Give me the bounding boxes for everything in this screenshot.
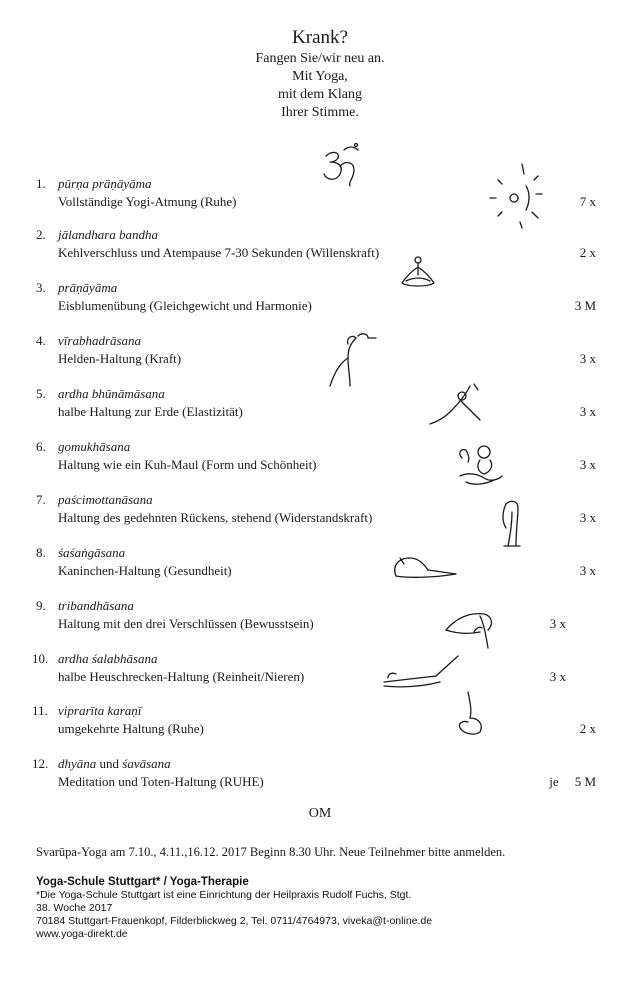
repetition-count xyxy=(549,773,596,791)
warrior-pose-icon xyxy=(318,330,378,390)
item-number: 9. xyxy=(36,598,46,613)
sanskrit-name: ardha śalabhāsana xyxy=(58,651,158,666)
german-description: umgekehrte Haltung (Ruhe) xyxy=(58,721,204,736)
item-number: 2. xyxy=(36,227,46,242)
german-description: halbe Haltung zur Erde (Elastizität) xyxy=(58,404,243,419)
repetition-count: 7 x xyxy=(579,194,596,209)
german-description: Kehlverschluss und Atempause 7-30 Sekunden (Willenskraft) xyxy=(58,245,380,260)
german-description: Meditation und Toten-Haltung (RUHE) xyxy=(58,774,264,789)
three-locks-pose-icon xyxy=(440,606,496,652)
sanskrit-name: ardha bhūnāmāsana xyxy=(58,386,165,401)
repetition-count: 2 x xyxy=(579,721,596,736)
seated-meditation-icon xyxy=(396,255,440,291)
cow-face-pose-icon xyxy=(454,440,506,488)
repetition-prefix: je xyxy=(549,774,559,789)
sanskrit-name: gomukhāsana xyxy=(58,439,131,454)
forward-bend-icon xyxy=(494,498,530,550)
school-name: Yoga-Schule Stuttgart* / Yoga-Therapie xyxy=(36,876,249,888)
sanskrit-name-part-2: śavāsana xyxy=(122,756,171,771)
german-description: Helden-Haltung (Kraft) xyxy=(58,351,182,366)
sanskrit-name-part-1: dhyāna xyxy=(58,756,97,771)
subtitle-line-3: mit dem Klang xyxy=(278,87,362,102)
subtitle-line-1: Fangen Sie/wir neu an. xyxy=(255,51,385,66)
german-description: Eisblumenübung (Gleichgewicht und Harmonie) xyxy=(58,298,312,313)
item-number: 8. xyxy=(36,545,46,560)
item-number: 3. xyxy=(36,280,46,295)
sanskrit-name: tribandhāsana xyxy=(58,598,134,613)
page-title: Krank? xyxy=(292,27,348,48)
repetition-count: 3 x xyxy=(549,669,566,684)
om-symbol-icon xyxy=(318,142,374,188)
german-description: Kaninchen-Haltung (Gesundheit) xyxy=(58,563,232,578)
rabbit-pose-icon xyxy=(388,554,462,584)
sanskrit-name: jālandhara bandha xyxy=(58,227,159,242)
item-number: 7. xyxy=(36,492,46,507)
item-number: 1. xyxy=(36,176,46,191)
german-description: Vollständige Yogi-Atmung (Ruhe) xyxy=(58,194,237,209)
subtitle-line-2: Mit Yoga, xyxy=(292,69,348,84)
sanskrit-name: śaśaṅgāsana xyxy=(58,545,126,560)
repetition-count: 3 x xyxy=(549,616,566,631)
header xyxy=(0,26,640,122)
half-locust-pose-icon xyxy=(380,650,462,692)
item-number: 4. xyxy=(36,333,46,348)
repetition-count: 3 x xyxy=(579,404,596,419)
german-description: Haltung wie ein Kuh-Maul (Form und Schönheit) xyxy=(58,457,317,472)
week-label: 38. Woche 2017 xyxy=(36,902,113,914)
german-description: halbe Heuschrecken-Haltung (Reinheit/Nieren) xyxy=(58,669,305,684)
half-earth-pose-icon xyxy=(426,380,486,426)
item-number: 10. xyxy=(32,651,49,666)
sanskrit-name: pūrṇa prāṇāyāma xyxy=(58,176,152,191)
address-line: 70184 Stuttgart-Frauenkopf, Filderblickweg 2, Tel. 0711/4764973, viveka@t-online.de xyxy=(36,915,433,927)
sanskrit-name: vīrabhadrāsana xyxy=(58,333,142,348)
item-number: 6. xyxy=(36,439,46,454)
footer xyxy=(36,875,432,941)
school-note: *Die Yoga-Schule Stuttgart ist eine Einrichtung der Heilpraxis Rudolf Fuchs, Stgt. xyxy=(36,889,412,901)
sanskrit-joiner: und xyxy=(96,756,123,771)
sanskrit-name: prāṇāyāma xyxy=(58,280,118,295)
inverted-pose-icon xyxy=(448,688,494,738)
sanskrit-name xyxy=(58,755,171,773)
website-link[interactable]: www.yoga-direkt.de xyxy=(36,928,128,940)
om-text: OM xyxy=(308,806,332,821)
item-number: 12. xyxy=(32,756,49,771)
repetition-count: 3 x xyxy=(579,351,596,366)
repetition-count: 3 x xyxy=(579,510,596,525)
german-description: Haltung des gedehnten Rückens, stehend (Widerstandskraft) xyxy=(58,510,373,525)
item-number: 11. xyxy=(32,703,48,718)
german-description: Haltung mit den drei Verschlüssen (Bewusstsein) xyxy=(58,616,314,631)
repetition-count: 3 M xyxy=(574,298,596,313)
item-number: 5. xyxy=(36,386,46,401)
repetition-count: 2 x xyxy=(579,245,596,260)
repetition-count: 3 x xyxy=(579,457,596,472)
repetition-value: 5 M xyxy=(574,774,596,789)
sanskrit-name: paścimottanāsana xyxy=(58,492,153,507)
repetition-count: 3 x xyxy=(579,563,596,578)
sanskrit-name: viprarīta karaṇī xyxy=(58,703,142,718)
sun-face-icon xyxy=(482,160,546,232)
subtitle-line-4: Ihrer Stimme. xyxy=(281,105,359,120)
course-notice: Svarūpa-Yoga am 7.10., 4.11.,16.12. 2017 Beginn 8.30 Uhr. Neue Teilnehmer bitte anmelden. xyxy=(36,845,506,859)
